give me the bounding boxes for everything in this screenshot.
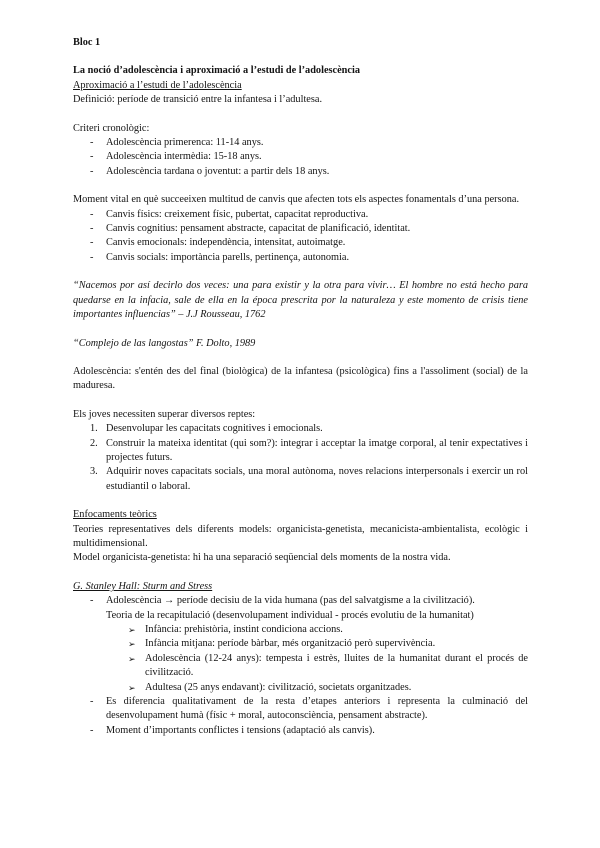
- recapitulacio-list: [73, 623, 528, 695]
- list-item: 3. Adquirir noves capacitats socials, una moral autònoma, noves relacions interpersonals i exercir un rol estudiantil o laboral.: [90, 466, 528, 492]
- list-item: ➢ Adultesa (25 anys endavant): civilització, societats organitzades.: [73, 681, 528, 695]
- dash-marker: -: [90, 724, 94, 736]
- hall-list: [73, 594, 528, 608]
- section-title: La noció d’adolescència i aproximació a l’estudi de l’adolescència: [73, 65, 360, 77]
- canvis-list: [73, 208, 528, 266]
- list-item: - Adolescència intermèdia: 15-18 anys.: [73, 150, 528, 164]
- dash-marker: -: [90, 595, 94, 607]
- arrow-bullet-icon: ➢: [128, 653, 136, 664]
- list-item: - Canvis emocionals: independència, intensitat, autoimatge.: [73, 236, 528, 250]
- hall-heading: G. Stanley Hall: Sturm and Stress: [73, 580, 213, 592]
- list-item: 1. Desenvolupar les capacitats cognitives i emocionals.: [73, 422, 528, 436]
- reptes-intro: Els joves necessiten superar diversos reptes:: [73, 408, 256, 420]
- rousseau-quote: “Nacemos por así decirlo dos veces: una para existir y la otra para vivir… El hombre no está hecho para quedarse en la infacia, sale de ella en la época prescrita por la naturaleza y este momento de crisis tiene importantes influencias” – J.J Rousseau, 1762: [73, 280, 528, 321]
- dash-marker: -: [90, 165, 94, 177]
- enfocaments-heading: Enfocaments teòrics: [73, 509, 157, 521]
- dash-marker: -: [90, 223, 94, 235]
- arrow-bullet-icon: ➢: [128, 682, 136, 693]
- dash-marker: -: [90, 251, 94, 263]
- list-item: - Canvis socials: importància parells, pertinença, autonomia.: [73, 251, 528, 265]
- list-item: ➢ Infància: prehistòria, instint condiciona accions.: [73, 623, 528, 637]
- number-marker: 2.: [90, 437, 98, 449]
- definition-text: Definició: període de transició entre la infantesa i l’adultesa.: [73, 94, 323, 106]
- approach-heading: Aproximació a l’estudi de l’adolescència: [73, 79, 242, 91]
- arrow-bullet-icon: ➢: [128, 639, 136, 650]
- reptes-list: [73, 422, 528, 494]
- adolescencia-definition: Adolescència: s'entén des del final (biològica) de la infantesa (psicològica) fins a l'assoliment (social) de la maduresa.: [73, 365, 528, 392]
- list-item: ➢ Adolescència (12-24 anys): tempesta i estrès, lluites de la humanitat durant el procés de civilització.: [128, 652, 528, 679]
- arrow-bullet-icon: ➢: [128, 625, 136, 635]
- dash-marker: -: [90, 208, 94, 220]
- model-text: Model organicista-genetista: hi ha una separació seqüencial dels moments de la nostra vida.: [73, 552, 451, 564]
- dash-marker: -: [90, 696, 94, 708]
- list-item: - Canvis cognitius: pensament abstracte, capacitat de planificació, identitat.: [73, 222, 528, 236]
- list-item: - Adolescència → període decisiu de la vida humana (pas del salvatgisme a la civilització).: [73, 594, 528, 608]
- dash-marker: -: [90, 137, 94, 149]
- criteri-list: [73, 136, 528, 179]
- recapitulacio-text: Teoria de la recapitulació (desenvolupament individual - procés evolutiu de la humanitat): [106, 609, 474, 621]
- teories-text: Teories representatives dels diferents models: organicista-genetista, mecanicista-ambientalista, ecològic i multidimensional.: [73, 523, 528, 549]
- list-item: - Canvis físics: creixement físic, pubertat, capacitat reproductiva.: [73, 208, 528, 222]
- dash-marker: -: [90, 237, 94, 249]
- number-marker: 1.: [90, 423, 98, 435]
- hall-list-continued: [73, 695, 528, 738]
- list-item: 2. Construir la mateixa identitat (qui som?): integrar i acceptar la imatge corporal, al tenir expectatives i projectes futurs.: [90, 437, 528, 463]
- list-item: - Es diferencia qualitativament de la resta d’etapes anteriors i representa la culminació del desenvolupament humà (físic + moral, autoconsciència, pensament abstracte).: [90, 696, 528, 722]
- list-item: ➢ Infància mitjana: període bàrbar, més organització però supervivència.: [73, 637, 528, 651]
- list-item: - Adolescència primerenca: 11-14 anys.: [73, 136, 528, 150]
- list-item: - Moment d’importants conflictes i tensions (adaptació als canvis).: [73, 724, 528, 738]
- list-item: - Adolescència tardana o joventut: a partir dels 18 anys.: [73, 165, 528, 179]
- criteri-label: Criteri cronològic:: [73, 122, 150, 134]
- dash-marker: -: [90, 151, 94, 163]
- bloc-heading: Bloc 1: [73, 37, 101, 48]
- dolto-quote: “Complejo de las langostas” F. Dolto, 1989: [73, 337, 256, 349]
- moment-vital-text: Moment vital en què succeeixen multitud de canvis que afecten tots els aspectes fonamentals d’una persona.: [73, 194, 520, 206]
- number-marker: 3.: [90, 466, 98, 478]
